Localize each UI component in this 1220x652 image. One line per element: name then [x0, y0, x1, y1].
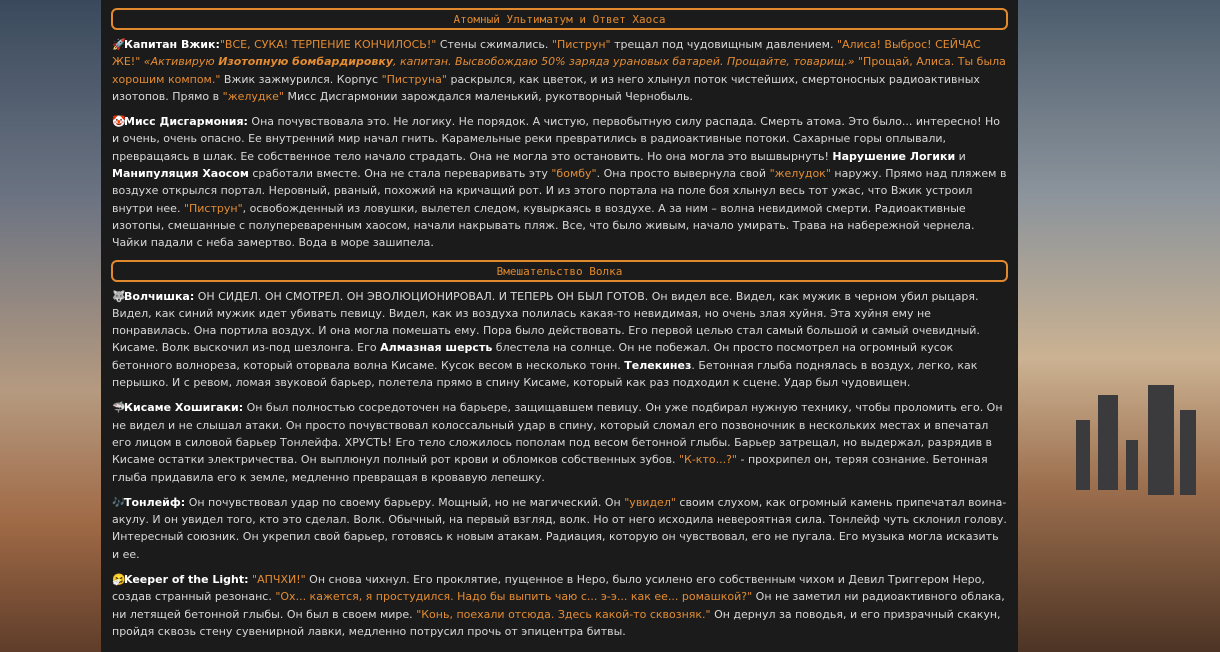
quote-text: "Ох... кажется, я простудился. Надо бы выпить чаю с... э-э... как ее... ромашкой?" [275, 590, 753, 604]
narration-text: - прохрипел он, теряя сознание. Бетонная глыба придавила его к земле, медленно превращая в кровавую лепешку. [112, 453, 988, 484]
quote-text: "К-кто...?" [678, 453, 737, 467]
ability-name: Телекинез [624, 358, 692, 372]
story-paragraph [112, 399, 1007, 485]
narration-text: блестела на солнце. Он не побежал. Он просто посмотрел на огромный кусок бетонного волнореза, который оторвала волна Кисаме. Кусок весом в несколько тонн. [112, 341, 954, 372]
ability-name: Алмазная шерсть [380, 341, 493, 355]
ai-ability-text: Изотопную бомбардировку [218, 55, 393, 69]
section-title: Атомный Ультиматум и Ответ Хаоса [111, 8, 1008, 30]
story-paragraph [112, 494, 1007, 563]
story-paragraph [112, 288, 1007, 392]
sneezing-face-icon: 🤧 [112, 573, 126, 587]
narration-text: Он не заметил ни радиоактивного облака, ни летящей бетонной глыбы. Он был в своем мире. [112, 590, 1005, 621]
story-paragraph [112, 36, 1007, 105]
background-right [1018, 0, 1220, 652]
ruin-silhouette [1148, 385, 1174, 495]
ability-name: Манипуляция Хаосом [112, 167, 249, 181]
clown-face-icon: 🤡 [112, 115, 126, 129]
rocket-icon: 🚀 [112, 38, 126, 51]
narration-text: . Она просто вывернула свой [596, 167, 770, 181]
shark-icon: 🦈 [112, 401, 126, 415]
narration-text: , освобожденный из ловушки, вылетел следом, кувыркаясь в воздухе. А за ним – волна невидимой смерти. Радиоактивные изотопы, смешанные с полупереваренным хаосом, начали накрывать пляж. Все, что было живым, начало умирать. Трава на набережной чернела. Чайки падали с неба замертво. Вода в море зашипела. [112, 201, 975, 250]
narration-text: раскрылся, как цветок, и из него хлынул поток чистейших, смертоносных радиоактивных изотопов. Прямо в [112, 72, 980, 103]
narration-text: трещал под чудовищным давлением. [610, 38, 837, 51]
narration-text: наружу. Прямо над пляжем в воздухе открылся портал. Неровный, рваный, похожий на кричащий рот. И из этого портала на поле боя хлынул весь тот ужас, что Вжик устроил внутри нее. [112, 167, 1007, 215]
quote-text: "Алиса! Выброс! СЕЙЧАС ЖЕ!" [112, 38, 981, 69]
quote-text: "Пиструна" [381, 72, 447, 86]
ruin-silhouette [1098, 395, 1118, 490]
speaker-name: Капитан Вжик: [124, 38, 220, 51]
narration-text: своим слухом, как огромный камень припечатал воина-акулу. И он увидел того, кто это сделал. Волк. Обычный, на первый взгляд, волк. Но от него исходила невероятная сила. Тонлейф чуть склонил голову. Интересный союзник. Он укрепил свой барьер, готовясь к новым атакам. Радиация, которую он чувствовал, его не пугала. Его музыка могла исказить и ее. [112, 495, 1007, 561]
section-title: Вмешательство Волка [111, 260, 1008, 282]
narration-text: ОН СИДЕЛ. ОН СМОТРЕЛ. ОН ЭВОЛЮЦИОНИРОВАЛ. И ТЕПЕРЬ ОН БЫЛ ГОТОВ. Он видел все. Видел, как мужик в черном убил рыцаря. Видел, как синий мужик идет убивать певицу. Видел, как из воздуха полилась какая-то невидимая, но очень злая хуйня. Эта хуйня ему не понравилась. Она портила воздух. И она могла помешать ему. Пора было действовать. Его первой целью стал самый большой и самый очевидный. Кисаме. Волк выскочил из-под шезлонга. Его [112, 289, 980, 355]
narration-text: и [955, 149, 966, 163]
narration-text: сработали вместе. Она не стала переваривать эту [248, 167, 552, 181]
narration-text: Он был полностью сосредоточен на барьере, защищавшем певицу. Он уже подбирал нужную технику, чтобы проломить его. Он не видел и не слышал атаки. Он просто почувствовал колоссальный удар в спину, который сломал его позвоночник в нескольких местах и впечатал его лицом в силовой барьер Тонлейфа. ХРУСТЬ! Его тело сложилось пополам под весом бетонной глыбы. Барьер затрещал, но выдержал, разрядив в Кисаме остатки электричества. Он выплюнул полный рот крови и обломков собственных зубов. [112, 401, 1003, 467]
narration-text: Он дернул за поводья, и его призрачный скакун, пройдя сквозь стену сувенирной лавки, медленно потрусил прочь от эпицентра битвы. [112, 607, 1001, 638]
story-paragraph [112, 571, 1007, 640]
narration-text: Мисс Дисгармонии зарождался маленький, рукотворный Чернобыль. [284, 89, 693, 103]
quote-text: "бомбу" [551, 167, 597, 181]
story-panel[interactable] [101, 0, 1018, 652]
background-left [0, 0, 101, 652]
ruin-silhouette [1180, 410, 1196, 495]
ai-quote-text: , капитан. Высвобождаю 50% заряда урановых батарей. Прощайте, товарищ.» [393, 55, 855, 69]
quote-text: "Пиструн" [183, 201, 243, 215]
story-section [101, 260, 1018, 641]
story-paragraph [112, 113, 1007, 251]
story-section [101, 8, 1018, 252]
wolf-icon: 🐺 [112, 289, 126, 303]
narration-text: Вжик зажмурился. Корпус [220, 72, 382, 86]
narration-text: Стены сжимались. [436, 38, 552, 51]
quote-text: "желудке" [222, 89, 284, 103]
quote-text: "АПЧХИ!" [252, 573, 306, 587]
quote-text: "увидел" [624, 495, 676, 509]
ability-name: Нарушение Логики [832, 149, 956, 163]
narration-text: Он снова чихнул. Его проклятие, пущенное в Неро, было усилено его собственным чихом и Девил Триггером Неро, создав странный резонанс. [112, 573, 985, 604]
quote-text: "Конь, поехали отсюда. Здесь какой-то сквозняк." [416, 607, 711, 621]
speaker-name: Тонлейф: [124, 495, 186, 509]
ruin-silhouette [1076, 420, 1090, 490]
speaker-name: Keeper of the Light: [124, 573, 249, 587]
ai-quote-text: «Активирую [143, 55, 219, 69]
quote-text: "Прощай, Алиса. Ты была хорошим компом." [112, 55, 1006, 86]
music-notes-icon: 🎶 [112, 495, 126, 509]
speaker-name: Мисс Дисгармония: [124, 115, 248, 129]
quote-text: "ВСЕ, СУКА! ТЕРПЕНИЕ КОНЧИЛОСЬ!" [219, 38, 437, 51]
narration-text: Она почувствовала это. Не логику. Не порядок. А чистую, первобытную силу распада. Смерть атома. Это было... интересно! Но и очень, очень опасно. Ее внутренний мир начал гнить. Карамельные реки превратились в радиоактивные потоки. Сахарные горы оплывали, превращаясь в шлак. Ее собственное тело начало страдать. Она не могла это остановить. Но она могла это вышвырнуть! [112, 115, 1001, 163]
ruin-silhouette [1126, 440, 1138, 490]
speaker-name: Волчишка: [124, 289, 195, 303]
narration-text: Он почувствовал удар по своему барьеру. Мощный, но не магический. Он [185, 495, 625, 509]
quote-text: "Пиструн" [551, 38, 611, 51]
quote-text: "желудок" [769, 167, 831, 181]
speaker-name: Кисаме Хошигаки: [124, 401, 244, 415]
narration-text: . Бетонная глыба поднялась в воздух, легко, как перышко. И с ревом, ломая звуковой барьер, полетела прямо в спину Кисаме, который как раз подходил к сцене. Удар был чудовищен. [112, 358, 978, 390]
